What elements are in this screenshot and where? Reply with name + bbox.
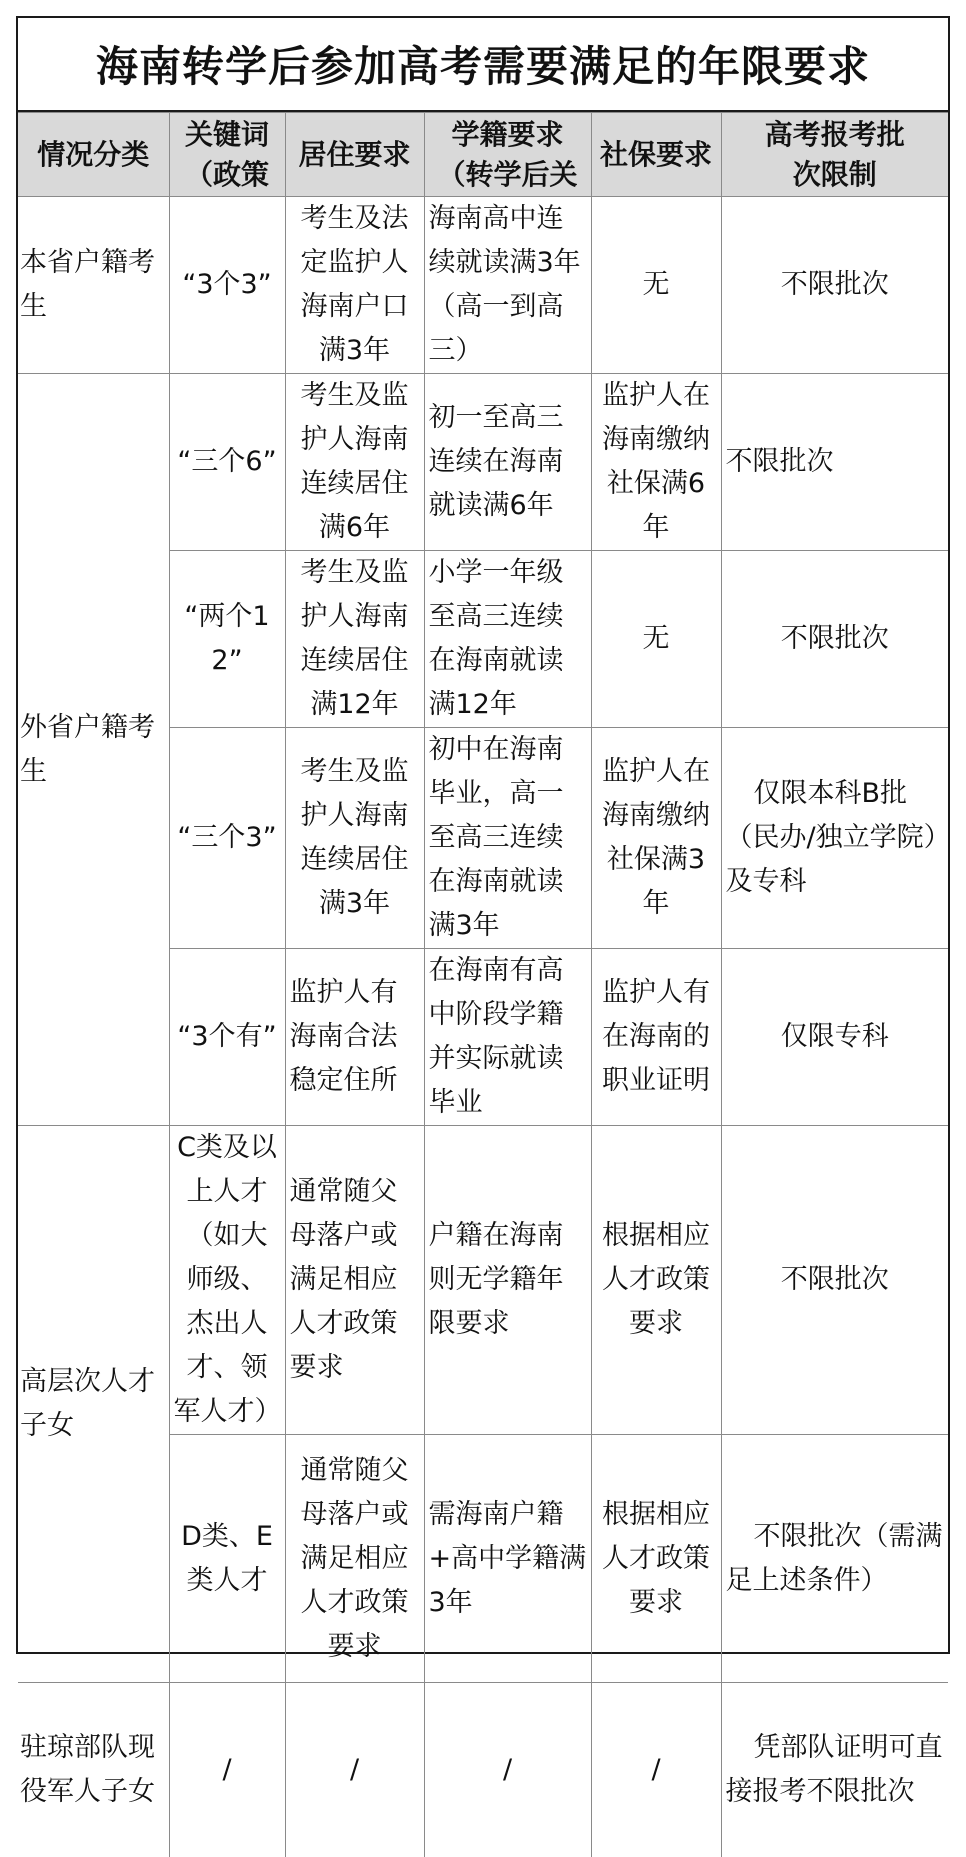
keyword-cell: “3个3” — [169, 197, 285, 374]
school-cell: 初一至高三连续在海南就读满6年 — [424, 374, 591, 551]
category-cell: 高层次人才子女 — [18, 1126, 169, 1683]
header-residence: 居住要求 — [285, 113, 424, 197]
header-social: 社保要求 — [591, 113, 721, 197]
keyword-cell: C类及以上人才（如大师级、杰出人才、领军人才） — [169, 1126, 285, 1435]
school-cell: 海南高中连续就读满3年（高一到高三） — [424, 197, 591, 374]
table-row — [18, 1683, 948, 1857]
social-cell: 无 — [591, 197, 721, 374]
batch-cell: 仅限本科B批（民办/独立学院）及专科 — [721, 728, 948, 949]
social-cell: 监护人有在海南的职业证明 — [591, 949, 721, 1126]
batch-cell: 不限批次 — [721, 1126, 948, 1435]
batch-cell: 不限批次 — [721, 374, 948, 551]
category-cell: 驻琼部队现役军人子女 — [18, 1683, 169, 1857]
school-cell: 小学一年级至高三连续在海南就读满12年 — [424, 551, 591, 728]
category-cell: 本省户籍考生 — [18, 197, 169, 374]
residence-cell: 通常随父母落户或满足相应人才政策要求 — [285, 1435, 424, 1683]
school-cell: 户籍在海南则无学籍年限要求 — [424, 1126, 591, 1435]
batch-cell: 不限批次 — [721, 197, 948, 374]
table-row — [18, 197, 948, 374]
social-cell: 无 — [591, 551, 721, 728]
residence-cell: / — [285, 1683, 424, 1857]
batch-cell: 不限批次 — [721, 551, 948, 728]
document-sheet — [16, 16, 950, 1807]
residence-cell: 考生及法定监护人海南户口满3年 — [285, 197, 424, 374]
social-cell: 根据相应人才政策要求 — [591, 1435, 721, 1683]
residence-cell: 监护人有海南合法稳定住所 — [285, 949, 424, 1126]
header-keyword: 关键词 （政策 — [169, 113, 285, 197]
social-cell: 监护人在海南缴纳社保满6年 — [591, 374, 721, 551]
keyword-cell: D类、E类人才 — [169, 1435, 285, 1683]
page-title: 海南转学后参加高考需要满足的年限要求 — [18, 18, 948, 112]
header-school: 学籍要求 （转学后关 — [424, 113, 591, 197]
header-category: 情况分类 — [18, 113, 169, 197]
keyword-cell: / — [169, 1683, 285, 1857]
residence-cell: 考生及监护人海南连续居住满6年 — [285, 374, 424, 551]
school-cell: / — [424, 1683, 591, 1857]
social-cell: / — [591, 1683, 721, 1857]
keyword-cell: “两个12” — [169, 551, 285, 728]
school-cell: 需海南户籍+高中学籍满3年 — [424, 1435, 591, 1683]
header-row — [18, 113, 948, 197]
residence-cell: 考生及监护人海南连续居住满12年 — [285, 551, 424, 728]
batch-cell: 不限批次（需满足上述条件） — [721, 1435, 948, 1683]
residence-cell: 通常随父母落户或满足相应人才政策要求 — [285, 1126, 424, 1435]
table-row — [18, 1126, 948, 1435]
header-batch: 高考报考批 次限制 — [721, 113, 948, 197]
keyword-cell: “3个有” — [169, 949, 285, 1126]
keyword-cell: “三个3” — [169, 728, 285, 949]
residence-cell: 考生及监护人海南连续居住满3年 — [285, 728, 424, 949]
social-cell: 根据相应人才政策要求 — [591, 1126, 721, 1435]
keyword-cell: “三个6” — [169, 374, 285, 551]
social-cell: 监护人在海南缴纳社保满3年 — [591, 728, 721, 949]
batch-cell: 凭部队证明可直接报考不限批次 — [721, 1683, 948, 1857]
school-cell: 初中在海南毕业，高一至高三连续在海南就读满3年 — [424, 728, 591, 949]
batch-cell: 仅限专科 — [721, 949, 948, 1126]
requirements-table — [18, 112, 948, 1857]
school-cell: 在海南有高中阶段学籍并实际就读毕业 — [424, 949, 591, 1126]
category-cell: 外省户籍考生 — [18, 374, 169, 1126]
table-row — [18, 374, 948, 551]
